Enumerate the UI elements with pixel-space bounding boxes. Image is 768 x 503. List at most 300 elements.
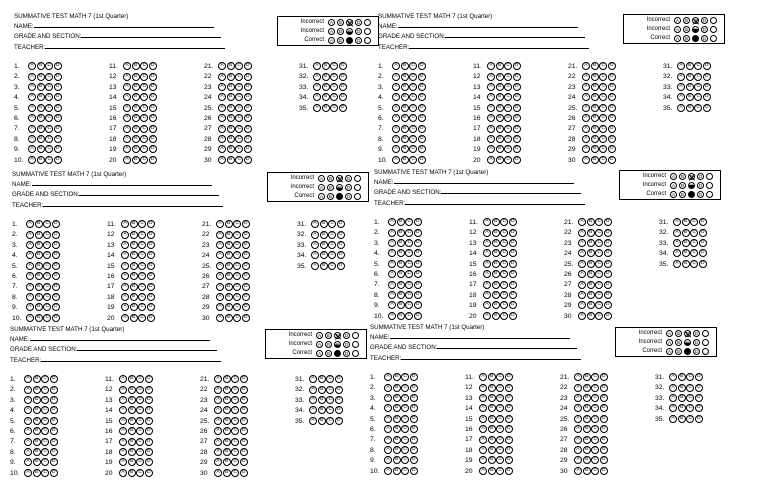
answer-bubble-c[interactable]: C <box>409 73 417 81</box>
answer-bubble-b[interactable]: B <box>37 83 45 91</box>
answer-bubble-b[interactable]: B <box>397 291 405 299</box>
answer-bubble-b[interactable]: B <box>225 314 233 322</box>
answer-bubble-c[interactable]: C <box>599 62 607 70</box>
answer-bubble-d[interactable]: D <box>149 83 157 91</box>
answer-bubble-b[interactable]: B <box>488 404 496 412</box>
answer-bubble-b[interactable]: B <box>33 396 41 404</box>
answer-bubble-c[interactable]: C <box>409 114 417 122</box>
answer-bubble-c[interactable]: C <box>694 73 702 81</box>
answer-bubble-a[interactable]: A <box>24 469 32 477</box>
answer-bubble-d[interactable]: D <box>410 456 418 464</box>
answer-bubble-a[interactable]: A <box>214 469 222 477</box>
answer-bubble-a[interactable]: A <box>214 438 222 446</box>
answer-bubble-d[interactable]: D <box>50 386 58 394</box>
answer-bubble-b[interactable]: B <box>318 386 326 394</box>
answer-bubble-b[interactable]: B <box>128 448 136 456</box>
answer-bubble-a[interactable]: A <box>578 270 586 278</box>
answer-bubble-b[interactable]: B <box>35 272 43 280</box>
answer-bubble-d[interactable]: D <box>410 446 418 454</box>
answer-bubble-b[interactable]: B <box>496 114 504 122</box>
answer-bubble-c[interactable]: C <box>690 260 698 268</box>
answer-bubble-d[interactable]: D <box>149 62 157 70</box>
answer-bubble-d[interactable]: D <box>414 301 422 309</box>
answer-bubble-a[interactable]: A <box>479 425 487 433</box>
answer-bubble-a[interactable]: A <box>487 93 495 101</box>
answer-bubble-a[interactable]: A <box>121 314 129 322</box>
answer-bubble-a[interactable]: A <box>487 135 495 143</box>
answer-bubble-d[interactable]: D <box>418 62 426 70</box>
answer-bubble-c[interactable]: C <box>686 404 694 412</box>
answer-bubble-a[interactable]: A <box>26 283 34 291</box>
answer-bubble-a[interactable]: A <box>216 251 224 259</box>
answer-bubble-b[interactable]: B <box>488 436 496 444</box>
answer-bubble-a[interactable]: A <box>218 73 226 81</box>
answer-bubble-a[interactable]: A <box>216 241 224 249</box>
answer-bubble-b[interactable]: B <box>37 104 45 112</box>
answer-bubble-c[interactable]: C <box>504 156 512 164</box>
answer-bubble-b[interactable]: B <box>587 229 595 237</box>
answer-bubble-b[interactable]: B <box>393 404 401 412</box>
answer-bubble-b[interactable]: B <box>130 241 138 249</box>
answer-bubble-a[interactable]: A <box>216 283 224 291</box>
answer-bubble-c[interactable]: C <box>496 456 504 464</box>
answer-bubble-c[interactable]: C <box>401 415 409 423</box>
answer-bubble-d[interactable]: D <box>54 73 62 81</box>
answer-bubble-b[interactable]: B <box>225 283 233 291</box>
answer-bubble-a[interactable]: A <box>309 406 317 414</box>
answer-bubble-d[interactable]: D <box>505 456 513 464</box>
answer-bubble-d[interactable]: D <box>339 104 347 112</box>
answer-bubble-c[interactable]: C <box>45 62 53 70</box>
answer-bubble-a[interactable]: A <box>119 469 127 477</box>
answer-bubble-a[interactable]: A <box>28 135 36 143</box>
answer-bubble-b[interactable]: B <box>128 427 136 435</box>
answer-bubble-a[interactable]: A <box>24 458 32 466</box>
answer-bubble-a[interactable]: A <box>311 231 319 239</box>
answer-bubble-a[interactable]: A <box>487 125 495 133</box>
answer-bubble-c[interactable]: C <box>140 114 148 122</box>
answer-bubble-c[interactable]: C <box>330 83 338 91</box>
answer-bubble-a[interactable]: A <box>582 73 590 81</box>
answer-bubble-d[interactable]: D <box>513 104 521 112</box>
answer-bubble-a[interactable]: A <box>24 427 32 435</box>
answer-bubble-c[interactable]: C <box>43 283 51 291</box>
answer-bubble-b[interactable]: B <box>393 467 401 475</box>
answer-bubble-b[interactable]: B <box>397 239 405 247</box>
answer-bubble-a[interactable]: A <box>119 458 127 466</box>
answer-bubble-a[interactable]: A <box>669 415 677 423</box>
answer-bubble-a[interactable]: A <box>119 396 127 404</box>
answer-bubble-a[interactable]: A <box>214 386 222 394</box>
answer-bubble-c[interactable]: C <box>330 73 338 81</box>
answer-bubble-b[interactable]: B <box>583 446 591 454</box>
answer-bubble-a[interactable]: A <box>487 114 495 122</box>
name-field[interactable] <box>398 21 578 28</box>
answer-bubble-a[interactable]: A <box>582 125 590 133</box>
answer-bubble-a[interactable]: A <box>26 220 34 228</box>
answer-bubble-a[interactable]: A <box>388 239 396 247</box>
answer-bubble-a[interactable]: A <box>483 270 491 278</box>
answer-bubble-c[interactable]: C <box>595 239 603 247</box>
answer-bubble-a[interactable]: A <box>311 241 319 249</box>
answer-bubble-b[interactable]: B <box>587 249 595 257</box>
answer-bubble-b[interactable]: B <box>318 396 326 404</box>
answer-bubble-d[interactable]: D <box>509 249 517 257</box>
answer-bubble-b[interactable]: B <box>393 384 401 392</box>
name-field[interactable] <box>390 332 570 339</box>
answer-bubble-d[interactable]: D <box>410 373 418 381</box>
answer-bubble-d[interactable]: D <box>52 262 60 270</box>
answer-bubble-b[interactable]: B <box>496 104 504 112</box>
answer-bubble-c[interactable]: C <box>599 73 607 81</box>
answer-bubble-d[interactable]: D <box>149 104 157 112</box>
answer-bubble-a[interactable]: A <box>216 314 224 322</box>
answer-bubble-b[interactable]: B <box>678 373 686 381</box>
answer-bubble-b[interactable]: B <box>33 406 41 414</box>
answer-bubble-d[interactable]: D <box>52 314 60 322</box>
answer-bubble-c[interactable]: C <box>138 303 146 311</box>
answer-bubble-c[interactable]: C <box>409 104 417 112</box>
answer-bubble-b[interactable]: B <box>496 93 504 101</box>
answer-bubble-a[interactable]: A <box>388 229 396 237</box>
answer-bubble-c[interactable]: C <box>43 251 51 259</box>
answer-bubble-d[interactable]: D <box>54 135 62 143</box>
answer-bubble-c[interactable]: C <box>599 135 607 143</box>
answer-bubble-a[interactable]: A <box>582 156 590 164</box>
answer-bubble-d[interactable]: D <box>50 427 58 435</box>
answer-bubble-a[interactable]: A <box>388 312 396 320</box>
answer-bubble-d[interactable]: D <box>339 62 347 70</box>
teacher-field[interactable] <box>45 42 225 49</box>
answer-bubble-d[interactable]: D <box>695 404 703 412</box>
answer-bubble-a[interactable]: A <box>388 218 396 226</box>
answer-bubble-a[interactable]: A <box>479 415 487 423</box>
answer-bubble-d[interactable]: D <box>509 301 517 309</box>
answer-bubble-a[interactable]: A <box>28 145 36 153</box>
answer-bubble-c[interactable]: C <box>140 93 148 101</box>
answer-bubble-b[interactable]: B <box>132 114 140 122</box>
answer-bubble-c[interactable]: C <box>599 125 607 133</box>
answer-bubble-d[interactable]: D <box>244 93 252 101</box>
answer-bubble-b[interactable]: B <box>686 104 694 112</box>
answer-bubble-b[interactable]: B <box>488 425 496 433</box>
answer-bubble-c[interactable]: C <box>45 73 53 81</box>
answer-bubble-d[interactable]: D <box>50 406 58 414</box>
answer-bubble-c[interactable]: C <box>231 427 239 435</box>
answer-bubble-b[interactable]: B <box>322 83 330 91</box>
answer-bubble-c[interactable]: C <box>328 231 336 239</box>
answer-bubble-b[interactable]: B <box>587 218 595 226</box>
answer-bubble-d[interactable]: D <box>505 436 513 444</box>
answer-bubble-d[interactable]: D <box>513 156 521 164</box>
answer-bubble-c[interactable]: C <box>326 375 334 383</box>
answer-bubble-d[interactable]: D <box>145 386 153 394</box>
answer-bubble-c[interactable]: C <box>138 283 146 291</box>
answer-bubble-a[interactable]: A <box>218 62 226 70</box>
answer-bubble-a[interactable]: A <box>119 417 127 425</box>
answer-bubble-a[interactable]: A <box>24 396 32 404</box>
answer-bubble-a[interactable]: A <box>119 386 127 394</box>
answer-bubble-a[interactable]: A <box>483 260 491 268</box>
answer-bubble-b[interactable]: B <box>587 270 595 278</box>
answer-bubble-c[interactable]: C <box>694 62 702 70</box>
answer-bubble-a[interactable]: A <box>384 415 392 423</box>
answer-bubble-c[interactable]: C <box>496 446 504 454</box>
answer-bubble-c[interactable]: C <box>140 73 148 81</box>
answer-bubble-b[interactable]: B <box>492 218 500 226</box>
answer-bubble-b[interactable]: B <box>318 375 326 383</box>
answer-bubble-d[interactable]: D <box>513 114 521 122</box>
grade-field[interactable] <box>441 187 581 194</box>
answer-bubble-d[interactable]: D <box>147 220 155 228</box>
answer-bubble-b[interactable]: B <box>496 156 504 164</box>
answer-bubble-c[interactable]: C <box>41 469 49 477</box>
answer-bubble-a[interactable]: A <box>123 125 131 133</box>
answer-bubble-c[interactable]: C <box>690 239 698 247</box>
answer-bubble-b[interactable]: B <box>587 291 595 299</box>
answer-bubble-d[interactable]: D <box>50 448 58 456</box>
answer-bubble-a[interactable]: A <box>487 104 495 112</box>
answer-bubble-c[interactable]: C <box>326 406 334 414</box>
answer-bubble-c[interactable]: C <box>235 83 243 91</box>
answer-bubble-d[interactable]: D <box>149 145 157 153</box>
answer-bubble-b[interactable]: B <box>128 375 136 383</box>
answer-bubble-a[interactable]: A <box>216 303 224 311</box>
answer-bubble-c[interactable]: C <box>43 303 51 311</box>
answer-bubble-b[interactable]: B <box>223 396 231 404</box>
answer-bubble-c[interactable]: C <box>405 270 413 278</box>
answer-bubble-b[interactable]: B <box>591 145 599 153</box>
answer-bubble-b[interactable]: B <box>225 303 233 311</box>
answer-bubble-c[interactable]: C <box>500 260 508 268</box>
answer-bubble-c[interactable]: C <box>136 469 144 477</box>
answer-bubble-c[interactable]: C <box>595 218 603 226</box>
answer-bubble-c[interactable]: C <box>694 83 702 91</box>
answer-bubble-a[interactable]: A <box>214 427 222 435</box>
answer-bubble-b[interactable]: B <box>686 73 694 81</box>
answer-bubble-c[interactable]: C <box>500 281 508 289</box>
answer-bubble-d[interactable]: D <box>50 469 58 477</box>
answer-bubble-a[interactable]: A <box>384 446 392 454</box>
answer-bubble-a[interactable]: A <box>582 135 590 143</box>
answer-bubble-a[interactable]: A <box>214 375 222 383</box>
answer-bubble-d[interactable]: D <box>608 135 616 143</box>
answer-bubble-a[interactable]: A <box>26 303 34 311</box>
answer-bubble-c[interactable]: C <box>591 425 599 433</box>
answer-bubble-d[interactable]: D <box>149 73 157 81</box>
answer-bubble-d[interactable]: D <box>410 384 418 392</box>
answer-bubble-d[interactable]: D <box>149 135 157 143</box>
answer-bubble-c[interactable]: C <box>409 62 417 70</box>
answer-bubble-d[interactable]: D <box>240 417 248 425</box>
answer-bubble-b[interactable]: B <box>33 427 41 435</box>
answer-bubble-a[interactable]: A <box>578 229 586 237</box>
answer-bubble-a[interactable]: A <box>582 62 590 70</box>
answer-bubble-a[interactable]: A <box>119 427 127 435</box>
answer-bubble-d[interactable]: D <box>410 394 418 402</box>
answer-bubble-d[interactable]: D <box>600 373 608 381</box>
answer-bubble-a[interactable]: A <box>582 114 590 122</box>
answer-bubble-b[interactable]: B <box>682 218 690 226</box>
answer-bubble-d[interactable]: D <box>145 438 153 446</box>
answer-bubble-c[interactable]: C <box>140 62 148 70</box>
answer-bubble-c[interactable]: C <box>500 218 508 226</box>
answer-bubble-b[interactable]: B <box>496 125 504 133</box>
answer-bubble-a[interactable]: A <box>123 104 131 112</box>
answer-bubble-c[interactable]: C <box>599 145 607 153</box>
teacher-field[interactable] <box>43 200 223 207</box>
answer-bubble-c[interactable]: C <box>41 406 49 414</box>
answer-bubble-a[interactable]: A <box>311 262 319 270</box>
answer-bubble-c[interactable]: C <box>595 249 603 257</box>
answer-bubble-b[interactable]: B <box>33 386 41 394</box>
answer-bubble-c[interactable]: C <box>591 373 599 381</box>
answer-bubble-b[interactable]: B <box>227 93 235 101</box>
answer-bubble-a[interactable]: A <box>28 62 36 70</box>
answer-bubble-c[interactable]: C <box>504 93 512 101</box>
answer-bubble-c[interactable]: C <box>140 135 148 143</box>
answer-bubble-b[interactable]: B <box>33 417 41 425</box>
answer-bubble-c[interactable]: C <box>45 125 53 133</box>
answer-bubble-b[interactable]: B <box>401 114 409 122</box>
answer-bubble-a[interactable]: A <box>24 417 32 425</box>
answer-bubble-a[interactable]: A <box>313 83 321 91</box>
answer-bubble-c[interactable]: C <box>591 404 599 412</box>
answer-bubble-a[interactable]: A <box>392 156 400 164</box>
answer-bubble-b[interactable]: B <box>492 270 500 278</box>
answer-bubble-a[interactable]: A <box>121 220 129 228</box>
answer-bubble-c[interactable]: C <box>233 241 241 249</box>
answer-bubble-a[interactable]: A <box>121 251 129 259</box>
answer-bubble-d[interactable]: D <box>604 281 612 289</box>
answer-bubble-b[interactable]: B <box>393 415 401 423</box>
answer-bubble-d[interactable]: D <box>604 249 612 257</box>
answer-bubble-c[interactable]: C <box>401 394 409 402</box>
answer-bubble-b[interactable]: B <box>591 125 599 133</box>
answer-bubble-d[interactable]: D <box>242 220 250 228</box>
answer-bubble-c[interactable]: C <box>136 427 144 435</box>
answer-bubble-b[interactable]: B <box>37 114 45 122</box>
answer-bubble-d[interactable]: D <box>509 229 517 237</box>
answer-bubble-c[interactable]: C <box>41 375 49 383</box>
answer-bubble-c[interactable]: C <box>328 262 336 270</box>
answer-bubble-d[interactable]: D <box>608 125 616 133</box>
answer-bubble-d[interactable]: D <box>608 62 616 70</box>
answer-bubble-c[interactable]: C <box>496 415 504 423</box>
answer-bubble-c[interactable]: C <box>405 239 413 247</box>
answer-bubble-a[interactable]: A <box>574 415 582 423</box>
answer-bubble-a[interactable]: A <box>216 220 224 228</box>
answer-bubble-d[interactable]: D <box>414 249 422 257</box>
answer-bubble-d[interactable]: D <box>145 427 153 435</box>
answer-bubble-d[interactable]: D <box>600 404 608 412</box>
answer-bubble-d[interactable]: D <box>703 104 711 112</box>
answer-bubble-b[interactable]: B <box>591 104 599 112</box>
answer-bubble-a[interactable]: A <box>311 251 319 259</box>
answer-bubble-b[interactable]: B <box>488 446 496 454</box>
answer-bubble-d[interactable]: D <box>418 156 426 164</box>
answer-bubble-d[interactable]: D <box>604 291 612 299</box>
answer-bubble-a[interactable]: A <box>677 93 685 101</box>
answer-bubble-a[interactable]: A <box>218 145 226 153</box>
answer-bubble-d[interactable]: D <box>699 229 707 237</box>
answer-bubble-b[interactable]: B <box>35 251 43 259</box>
answer-bubble-d[interactable]: D <box>149 114 157 122</box>
answer-bubble-c[interactable]: C <box>136 438 144 446</box>
answer-bubble-c[interactable]: C <box>591 384 599 392</box>
answer-bubble-d[interactable]: D <box>52 283 60 291</box>
answer-bubble-b[interactable]: B <box>393 394 401 402</box>
answer-bubble-c[interactable]: C <box>690 249 698 257</box>
answer-bubble-a[interactable]: A <box>123 93 131 101</box>
answer-bubble-c[interactable]: C <box>686 373 694 381</box>
answer-bubble-c[interactable]: C <box>330 104 338 112</box>
answer-bubble-a[interactable]: A <box>121 272 129 280</box>
answer-bubble-a[interactable]: A <box>313 104 321 112</box>
answer-bubble-b[interactable]: B <box>393 373 401 381</box>
answer-bubble-b[interactable]: B <box>587 260 595 268</box>
answer-bubble-b[interactable]: B <box>397 270 405 278</box>
answer-bubble-d[interactable]: D <box>604 301 612 309</box>
answer-bubble-d[interactable]: D <box>147 314 155 322</box>
answer-bubble-b[interactable]: B <box>223 438 231 446</box>
answer-bubble-b[interactable]: B <box>583 415 591 423</box>
answer-bubble-c[interactable]: C <box>231 386 239 394</box>
answer-bubble-a[interactable]: A <box>218 156 226 164</box>
answer-bubble-a[interactable]: A <box>309 417 317 425</box>
answer-bubble-d[interactable]: D <box>505 415 513 423</box>
answer-bubble-b[interactable]: B <box>35 231 43 239</box>
answer-bubble-c[interactable]: C <box>136 396 144 404</box>
answer-bubble-c[interactable]: C <box>591 467 599 475</box>
answer-bubble-c[interactable]: C <box>231 396 239 404</box>
answer-bubble-b[interactable]: B <box>496 62 504 70</box>
answer-bubble-a[interactable]: A <box>216 231 224 239</box>
answer-bubble-a[interactable]: A <box>669 394 677 402</box>
answer-bubble-c[interactable]: C <box>41 396 49 404</box>
answer-bubble-b[interactable]: B <box>130 272 138 280</box>
answer-bubble-d[interactable]: D <box>418 114 426 122</box>
answer-bubble-b[interactable]: B <box>128 458 136 466</box>
grade-field[interactable] <box>437 342 577 349</box>
answer-bubble-a[interactable]: A <box>483 291 491 299</box>
answer-bubble-a[interactable]: A <box>384 436 392 444</box>
answer-bubble-b[interactable]: B <box>223 427 231 435</box>
answer-bubble-a[interactable]: A <box>479 404 487 412</box>
answer-bubble-a[interactable]: A <box>673 260 681 268</box>
answer-bubble-a[interactable]: A <box>384 404 392 412</box>
answer-bubble-d[interactable]: D <box>505 404 513 412</box>
answer-bubble-b[interactable]: B <box>587 312 595 320</box>
answer-bubble-c[interactable]: C <box>500 239 508 247</box>
answer-bubble-b[interactable]: B <box>130 303 138 311</box>
answer-bubble-a[interactable]: A <box>479 373 487 381</box>
answer-bubble-c[interactable]: C <box>591 456 599 464</box>
answer-bubble-d[interactable]: D <box>54 93 62 101</box>
answer-bubble-a[interactable]: A <box>574 425 582 433</box>
answer-bubble-c[interactable]: C <box>500 312 508 320</box>
answer-bubble-b[interactable]: B <box>223 469 231 477</box>
answer-bubble-c[interactable]: C <box>405 301 413 309</box>
answer-bubble-b[interactable]: B <box>322 73 330 81</box>
answer-bubble-d[interactable]: D <box>703 83 711 91</box>
answer-bubble-b[interactable]: B <box>583 394 591 402</box>
answer-bubble-d[interactable]: D <box>145 448 153 456</box>
answer-bubble-b[interactable]: B <box>128 469 136 477</box>
answer-bubble-b[interactable]: B <box>33 375 41 383</box>
answer-bubble-b[interactable]: B <box>393 425 401 433</box>
answer-bubble-c[interactable]: C <box>328 251 336 259</box>
